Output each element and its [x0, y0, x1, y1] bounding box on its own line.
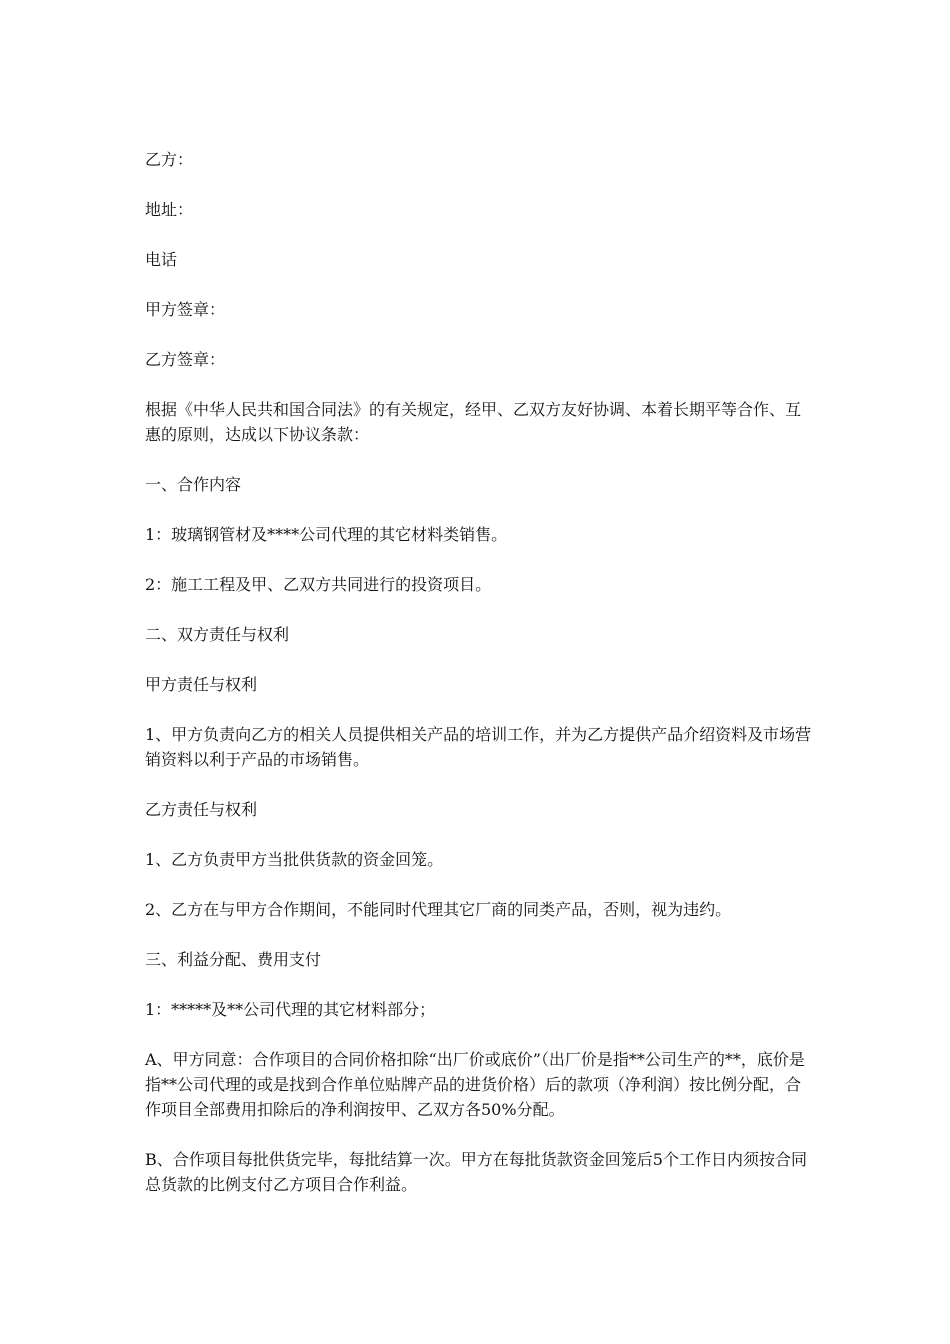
party-a-item-1: 1、甲方负责向乙方的相关人员提供相关产品的培训工作，并为乙方提供产品介绍资料及市场营销资料以利于产品的市场销售。 [145, 725, 812, 769]
phone-label: 电话 [145, 250, 178, 269]
subheading-party-a: 甲方责任与权利 [145, 675, 258, 694]
profit-item-1: 1：*****及**公司代理的其它材料部分； [145, 1000, 436, 1019]
section-heading-profit: 三、利益分配、费用支付 [145, 950, 322, 969]
subheading-party-b: 乙方责任与权利 [145, 800, 258, 819]
party-b-item-2: 2、乙方在与甲方合作期间，不能同时代理其它厂商的同类产品，否则，视为违约。 [145, 900, 732, 919]
party-b-seal-label: 乙方签章： [145, 350, 226, 369]
cooperation-item-2: 2：施工工程及甲、乙双方共同进行的投资项目。 [145, 575, 492, 594]
section-heading-cooperation: 一、合作内容 [145, 475, 242, 494]
party-a-seal-label: 甲方签章： [145, 300, 226, 319]
party-b-item-1: 1、乙方负责甲方当批供货款的资金回笼。 [145, 850, 444, 869]
preamble-paragraph: 根据《中华人民共和国合同法》的有关规定，经甲、乙双方友好协调、本着长期平等合作、互惠的原则，达成以下协议条款： [145, 400, 802, 444]
party-b-label: 乙方： [145, 150, 194, 169]
profit-clause-b: B、合作项目每批供货完毕，每批结算一次。甲方在每批货款资金回笼后5个工作日内须按合同总货款的比例支付乙方项目合作利益。 [145, 1150, 807, 1194]
section-heading-responsibilities: 二、双方责任与权利 [145, 625, 290, 644]
document-body [145, 147, 815, 1222]
address-label: 地址： [145, 200, 194, 219]
profit-clause-a: A、甲方同意：合作项目的合同价格扣除“出厂价或底价”（出厂价是指**公司生产的**，底价是指**公司代理的或是找到合作单位贴牌产品的进货价格）后的款项（净利润）按比例分配，合作项目全部费用扣除后的净利润按甲、乙双方各50%分配。 [145, 1050, 805, 1119]
cooperation-item-1: 1：玻璃钢管材及****公司代理的其它材料类销售。 [145, 525, 508, 544]
